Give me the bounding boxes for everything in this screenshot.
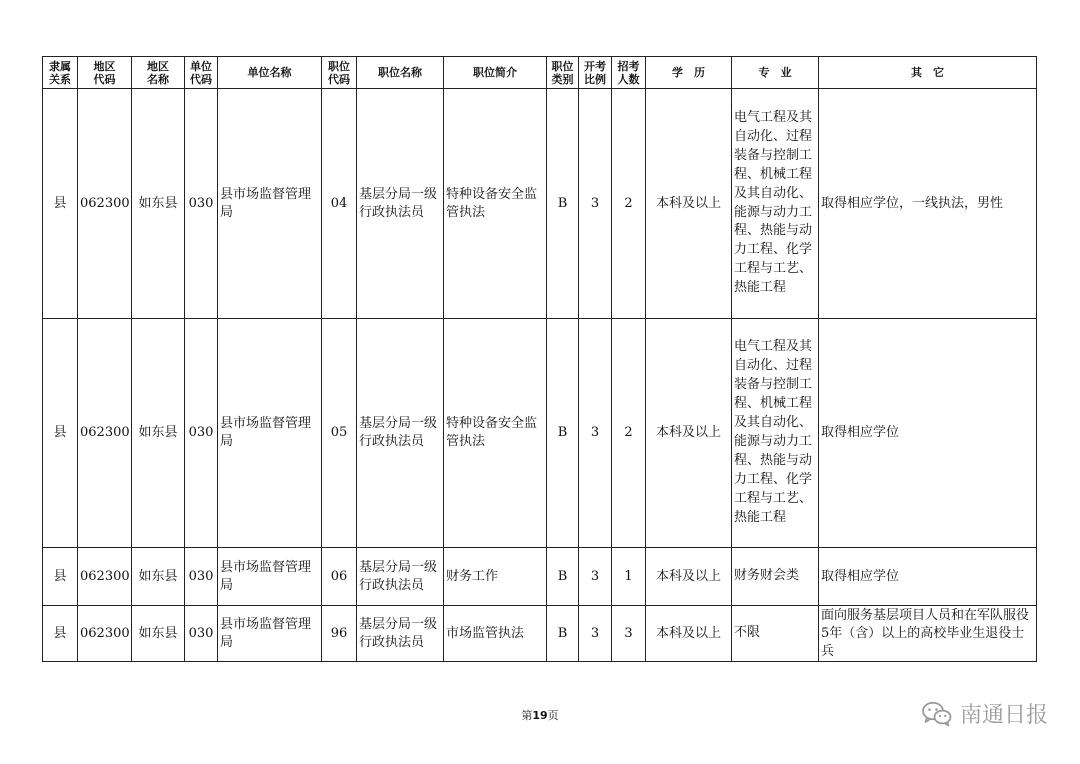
page-prefix: 第 [521,709,533,722]
table-row [43,606,1037,662]
cell-region-code: 062300 [78,548,132,606]
watermark [922,698,1048,729]
header-major: 专 业 [732,57,819,89]
cell-region-name: 如东县 [132,319,185,548]
cell-unit-code: 030 [185,319,218,548]
cell-other: 取得相应学位，一线执法，男性 [819,89,1037,319]
cell-affiliation: 县 [43,319,78,548]
page-suffix: 页 [547,709,559,722]
cell-exam-ratio: 3 [579,606,612,662]
cell-recruit-count: 2 [612,319,646,548]
cell-position-name: 基层分局一级行政执法员 [357,89,444,319]
header-affiliation: 隶属 关系 [43,57,78,89]
cell-position-type: B [547,89,579,319]
cell-region-name: 如东县 [132,89,185,319]
table-row [43,89,1037,319]
header-other: 其 它 [819,57,1037,89]
cell-recruit-count: 2 [612,89,646,319]
cell-position-desc: 特种设备安全监管执法 [444,319,547,548]
header-position-name: 职位名称 [357,57,444,89]
cell-education: 本科及以上 [646,606,732,662]
cell-region-name: 如东县 [132,548,185,606]
cell-affiliation: 县 [43,606,78,662]
header-exam-ratio: 开考 比例 [579,57,612,89]
wechat-icon [922,701,952,727]
cell-position-code: 05 [322,319,357,548]
cell-other: 取得相应学位 [819,548,1037,606]
cell-exam-ratio: 3 [579,548,612,606]
cell-major: 电气工程及其自动化、过程装备与控制工程、机械工程及其自动化、能源与动力工程、热能与动力工程、化学工程与工艺、热能工程 [732,319,819,548]
cell-unit-name: 县市场监督管理局 [218,319,322,548]
cell-position-desc: 市场监管执法 [444,606,547,662]
cell-position-code: 96 [322,606,357,662]
cell-position-type: B [547,606,579,662]
header-position-code: 职位 代码 [322,57,357,89]
cell-unit-code: 030 [185,89,218,319]
header-position-desc: 职位简介 [444,57,547,89]
cell-education: 本科及以上 [646,548,732,606]
cell-position-type: B [547,319,579,548]
cell-region-code: 062300 [78,606,132,662]
cell-unit-name: 县市场监督管理局 [218,89,322,319]
cell-other: 面向服务基层项目人员和在军队服役5年（含）以上的高校毕业生退役士兵 [819,606,1037,662]
header-unit-code: 单位 代码 [185,57,218,89]
recruitment-table [42,56,1037,662]
cell-other: 取得相应学位 [819,319,1037,548]
cell-region-name: 如东县 [132,606,185,662]
cell-position-desc: 特种设备安全监管执法 [444,89,547,319]
cell-unit-code: 030 [185,548,218,606]
header-position-type: 职位 类别 [547,57,579,89]
cell-position-code: 04 [322,89,357,319]
page-number [0,707,1080,723]
cell-recruit-count: 3 [612,606,646,662]
cell-unit-code: 030 [185,606,218,662]
cell-affiliation: 县 [43,548,78,606]
cell-recruit-count: 1 [612,548,646,606]
table-row [43,548,1037,606]
cell-education: 本科及以上 [646,89,732,319]
header-recruit-count: 招考 人数 [612,57,646,89]
header-unit-name: 单位名称 [218,57,322,89]
cell-exam-ratio: 3 [579,319,612,548]
cell-major: 电气工程及其自动化、过程装备与控制工程、机械工程及其自动化、能源与动力工程、热能与动力工程、化学工程与工艺、热能工程 [732,89,819,319]
cell-position-type: B [547,548,579,606]
cell-education: 本科及以上 [646,319,732,548]
cell-position-desc: 财务工作 [444,548,547,606]
table-header-row [43,57,1037,89]
cell-major: 财务财会类 [732,548,819,606]
cell-region-code: 062300 [78,89,132,319]
watermark-text: 南通日报 [959,703,1048,728]
cell-position-code: 06 [322,548,357,606]
cell-position-name: 基层分局一级行政执法员 [357,319,444,548]
cell-position-name: 基层分局一级行政执法员 [357,548,444,606]
cell-position-name: 基层分局一级行政执法员 [357,606,444,662]
header-region-code: 地区 代码 [78,57,132,89]
cell-affiliation: 县 [43,89,78,319]
cell-unit-name: 县市场监督管理局 [218,606,322,662]
header-education: 学 历 [646,57,732,89]
header-region-name: 地区 名称 [132,57,185,89]
cell-region-code: 062300 [78,319,132,548]
cell-exam-ratio: 3 [579,89,612,319]
page-number-value: 19 [532,709,548,722]
cell-major: 不限 [732,606,819,662]
table-row [43,319,1037,548]
cell-unit-name: 县市场监督管理局 [218,548,322,606]
